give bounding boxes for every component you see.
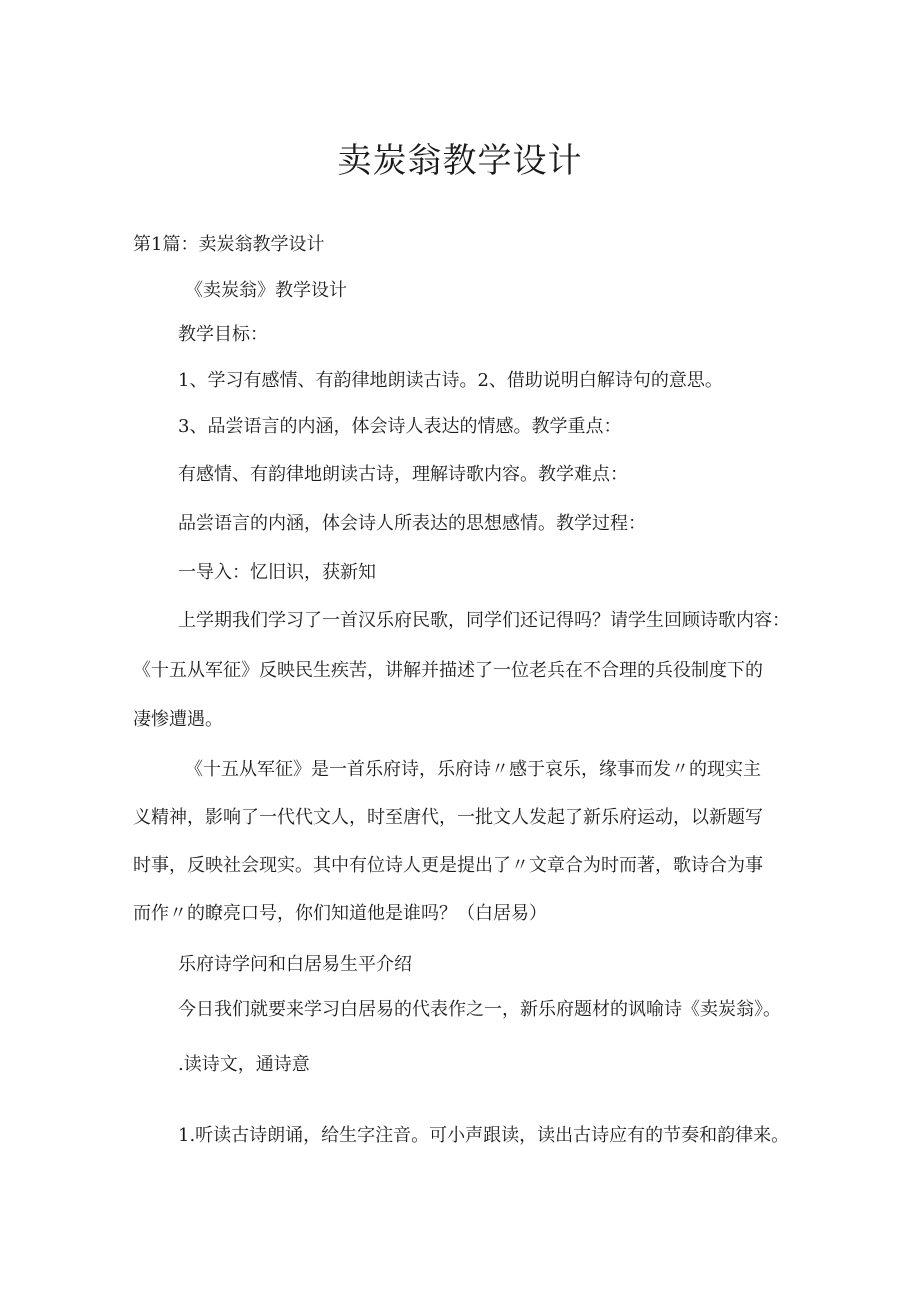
paragraph: 1、学习有感情、有韵律地朗读古诗。2、借助说明白解诗句的意思。 [178,370,723,391]
paragraph: 今日我们就要来学习白居易的代表作之一，新乐府题材的讽喻诗《卖炭翁》。 [178,999,781,1020]
paragraph: 时事，反映社会现实。其中有位诗人更是提出了〃文章合为时而著，歌诗合为事 [133,855,763,876]
paragraph: 1.听读古诗朗诵，给生字注音。可小声跟读，读出古诗应有的节奏和韵律来。 [178,1125,790,1146]
paragraph: 而作〃的瞭亮口号，你们知道他是谁吗？（白居易） [133,903,547,924]
paragraph: 上学期我们学习了一首汉乐府民歌，同学们还记得吗？请学生回顾诗歌内容： [178,610,790,631]
paragraph: 《十五从军征》是一首乐府诗，乐府诗〃感于哀乐，缘事而发〃的现实主 [185,759,761,780]
paragraph: 品尝语言的内涵，体会诗人所表达的思想感情。教学过程： [178,513,646,534]
paragraph: 《十五从军征》反映民生疾苦，讲解并描述了一位老兵在不合理的兵役制度下的 [133,660,763,681]
paragraph: 一导入：忆旧识，获新知 [178,562,376,583]
paragraph: 有感情、有韵律地朗读古诗，理解诗歌内容。教学难点： [178,464,628,485]
paragraph: 3、品尝语言的内涵，体会诗人表达的情感。教学重点： [178,416,622,437]
paragraph: .读诗文，通诗意 [178,1054,310,1075]
section-heading: 第1篇：卖炭翁教学设计 [133,234,325,255]
paragraph: 教学目标： [178,324,268,345]
document-title: 卖炭翁教学设计 [337,141,583,181]
paragraph: 凄惨遭遇。 [133,709,223,730]
subtitle: 《卖炭翁》教学设计 [185,280,347,301]
paragraph: 义精神，影响了一代代文人，时至唐代，一批文人发起了新乐府运动，以新题写 [133,807,763,828]
paragraph: 乐府诗学问和白居易生平介绍 [178,954,412,975]
